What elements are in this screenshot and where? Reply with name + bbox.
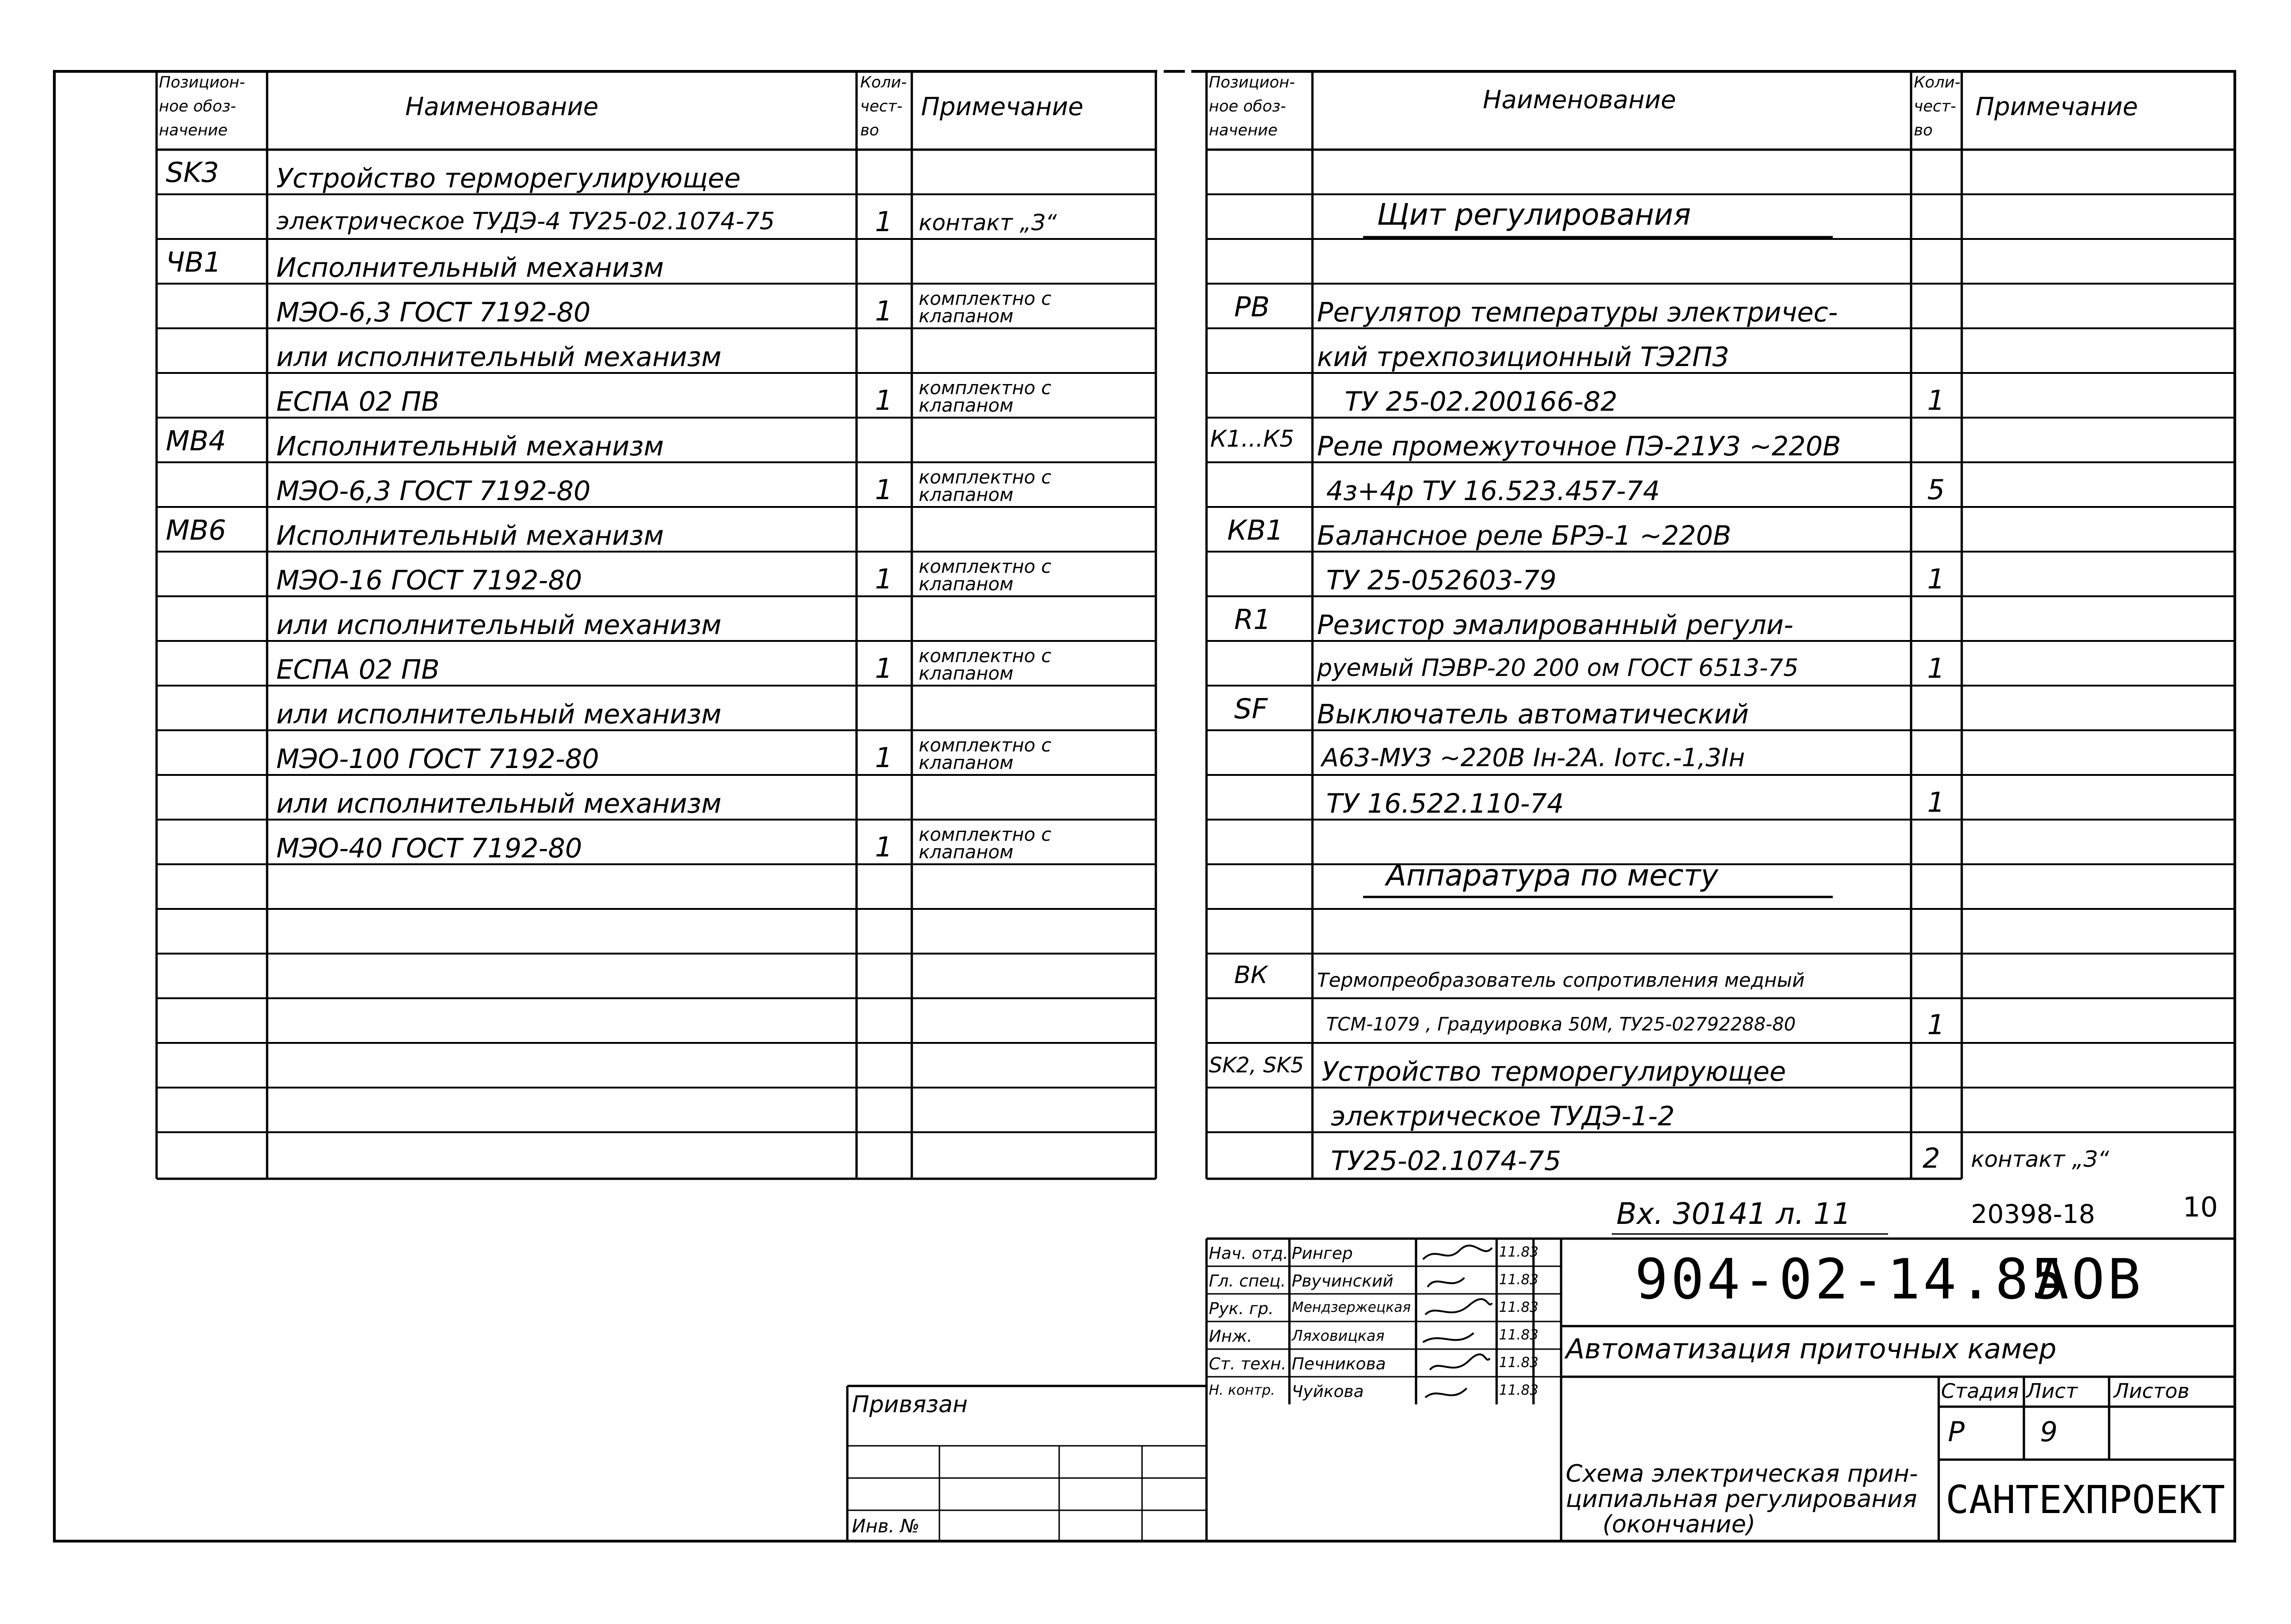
signature-role: Ст. техн.: [1209, 1355, 1287, 1374]
signature-date: 11.83: [1499, 1299, 1539, 1315]
row-position: R1: [1234, 604, 1271, 636]
document-mark: АОВ: [2035, 1248, 2144, 1312]
row-note: комплектно с клапаном: [919, 378, 1051, 416]
row-position: SK3: [166, 157, 219, 189]
row-qty: 1: [875, 563, 893, 595]
sheet-value: 9: [2040, 1416, 2058, 1448]
left-header-position-2: ное обоз-: [159, 97, 236, 116]
row-name: МЭО-100 ГОСТ 7192-80: [276, 743, 599, 774]
row-name: Устройство терморегулирующее: [1322, 1056, 1786, 1087]
row-name: МЭО-16 ГОСТ 7192-80: [276, 565, 583, 596]
row-qty: 1: [1927, 786, 1945, 819]
archive-number: 20398-18: [1971, 1199, 2095, 1229]
left-header-qty-3: во: [860, 121, 879, 140]
row-note: комплектно с клапаном: [919, 556, 1051, 595]
row-name: руемый ПЭВР-20 200 ом ГОСТ 6513-75: [1317, 654, 1799, 682]
handwritten-signatures: [1418, 1241, 1497, 1407]
right-header-note: Примечание: [1976, 92, 2138, 121]
row-name: или исполнительный механизм: [276, 698, 722, 730]
sheet-title-line-2: ципиальная регулирования: [1566, 1485, 1917, 1513]
row-name: 4з+4р ТУ 16.523.457-74: [1326, 475, 1660, 506]
right-header-qty-3: во: [1914, 121, 1933, 140]
sheet-title-line-1: Схема электрическая прин-: [1566, 1460, 1918, 1488]
row-name: кий трехпозиционный ТЭ2П3: [1317, 341, 1730, 373]
row-name: Резистор эмалированный регули-: [1317, 609, 1794, 640]
row-name: Выключатель автоматический: [1317, 698, 1749, 730]
row-name: ТУ 25-052603-79: [1326, 565, 1557, 596]
right-header-qty-2: чест-: [1914, 97, 1956, 116]
row-qty: 1: [875, 831, 893, 863]
sheet-index: 10: [2183, 1191, 2218, 1223]
stage-value: Р: [1948, 1416, 1965, 1448]
signature-role: Нач. отд.: [1209, 1244, 1288, 1263]
signature-name: Ляховицкая: [1292, 1327, 1385, 1345]
row-note: комплектно с клапаном: [919, 646, 1051, 684]
left-header-position-3: начение: [159, 121, 228, 140]
row-name: или исполнительный механизм: [276, 788, 722, 819]
attached-label: Привязан: [852, 1391, 968, 1418]
sheets-label: Листов: [2114, 1380, 2190, 1403]
row-position: МВ6: [166, 514, 227, 547]
row-name: МЭО-6,3 ГОСТ 7192-80: [276, 475, 591, 506]
row-position: К1...К5: [1210, 425, 1294, 452]
row-qty: 1: [875, 652, 893, 685]
row-qty: 1: [1927, 652, 1945, 685]
stage-label: Стадия: [1941, 1380, 2019, 1403]
signature-date: 11.83: [1499, 1244, 1539, 1260]
right-header-name: Наименование: [1483, 85, 1676, 114]
row-name: Исполнительный механизм: [276, 252, 664, 283]
section-title-shield: Щит регулирования: [1377, 198, 1691, 232]
signature-name: Мендзержецкая: [1292, 1299, 1411, 1315]
row-name: ЕСПА 02 ПВ: [276, 386, 440, 417]
row-qty: 1: [875, 742, 893, 774]
signature-role: Инж.: [1209, 1327, 1253, 1346]
row-name: Реле промежуточное ПЭ-21У3 ~220В: [1317, 431, 1841, 462]
right-header-position-1: Позицион-: [1209, 73, 1295, 92]
left-header-name: Наименование: [405, 92, 599, 121]
signature-role: Гл. спец.: [1209, 1272, 1286, 1291]
row-qty: 1: [875, 295, 893, 327]
right-header-position-2: ное обоз-: [1209, 97, 1286, 116]
row-qty: 5: [1927, 474, 1945, 506]
row-name: Исполнительный механизм: [276, 520, 664, 551]
row-position: ЧВ1: [166, 246, 222, 279]
row-note: контакт „З“: [919, 210, 1057, 236]
signature-name: Печникова: [1292, 1355, 1386, 1374]
left-header-position-1: Позицион-: [159, 73, 245, 92]
row-qty: 1: [1927, 563, 1945, 595]
left-header-note: Примечание: [921, 92, 1084, 121]
row-position: КВ1: [1227, 514, 1283, 547]
row-name: ЕСПА 02 ПВ: [276, 654, 440, 685]
organization-name: САНТЕХПРОЕКТ: [1946, 1477, 2225, 1522]
row-name: А63-МУЗ ~220В Iн-2А. Iотс.-1,3Iн: [1322, 743, 1745, 772]
signature-role: Рук. гр.: [1209, 1299, 1274, 1318]
row-name: Термопреобразователь сопротивления медный: [1317, 969, 1805, 991]
signature-date: 11.83: [1499, 1272, 1539, 1288]
signature-date: 11.83: [1499, 1327, 1539, 1343]
row-qty: 1: [875, 474, 893, 506]
signature-date: 11.83: [1499, 1382, 1539, 1398]
section-title-field-equipment: Аппаратура по месту: [1386, 859, 1719, 893]
inventory-label: Инв. №: [852, 1516, 920, 1537]
project-title: Автоматизация приточных камер: [1566, 1333, 2057, 1365]
row-name: ТУ 25-02.200166-82: [1345, 386, 1618, 417]
row-note: комплектно с клапаном: [919, 735, 1051, 774]
row-name: или исполнительный механизм: [276, 341, 722, 373]
signature-name: Рвучинский: [1292, 1272, 1393, 1291]
row-qty: 1: [875, 384, 893, 417]
row-name: ТСМ-1079 , Градуировка 50М, ТУ25-02792288-80: [1326, 1014, 1796, 1035]
signature-role: Н. контр.: [1209, 1382, 1275, 1398]
left-header-qty-1: Коли-: [860, 73, 907, 92]
signature-date: 11.83: [1499, 1355, 1539, 1371]
row-note: комплектно с клапаном: [919, 824, 1051, 863]
row-position: SK2, SK5: [1209, 1053, 1304, 1077]
row-note: контакт „З“: [1971, 1147, 2109, 1172]
row-position: ВК: [1234, 961, 1268, 989]
right-header-position-3: начение: [1209, 121, 1278, 140]
registry-number: Вх. 30141 л. 11: [1616, 1197, 1851, 1231]
row-name: ТУ 16.522.110-74: [1326, 788, 1564, 819]
row-name: электрическое ТУДЭ-1-2: [1331, 1100, 1675, 1132]
row-position: РВ: [1234, 291, 1270, 323]
row-name: Регулятор температуры электричес-: [1317, 297, 1838, 328]
row-note: комплектно с клапаном: [919, 467, 1051, 506]
row-name: Устройство терморегулирующее: [276, 163, 741, 194]
row-name: ТУ25-02.1074-75: [1331, 1145, 1562, 1176]
document-code: 904-02-14.85: [1635, 1248, 2067, 1312]
row-name: Исполнительный механизм: [276, 431, 664, 462]
signature-name: Рингер: [1292, 1244, 1353, 1263]
left-header-qty-2: чест-: [860, 97, 903, 116]
row-name: или исполнительный механизм: [276, 609, 722, 640]
row-name: МЭО-40 ГОСТ 7192-80: [276, 832, 583, 864]
row-qty: 1: [1927, 1009, 1945, 1041]
row-position: SF: [1234, 693, 1268, 725]
signature-name: Чуйкова: [1292, 1382, 1364, 1401]
row-qty: 1: [875, 206, 893, 238]
row-name: МЭО-6,3 ГОСТ 7192-80: [276, 297, 591, 328]
row-qty: 1: [1927, 384, 1945, 417]
right-header-qty-1: Коли-: [1914, 73, 1961, 92]
row-name: электрическое ТУДЭ-4 ТУ25-02.1074-75: [276, 208, 775, 235]
row-position: МВ4: [166, 425, 227, 457]
row-qty: 2: [1923, 1142, 1941, 1175]
sheet-title-line-3: (окончание): [1603, 1511, 1755, 1538]
sheet-label: Лист: [2026, 1380, 2078, 1403]
row-name: Балансное реле БРЭ-1 ~220В: [1317, 520, 1731, 551]
row-note: комплектно с клапаном: [919, 288, 1051, 327]
